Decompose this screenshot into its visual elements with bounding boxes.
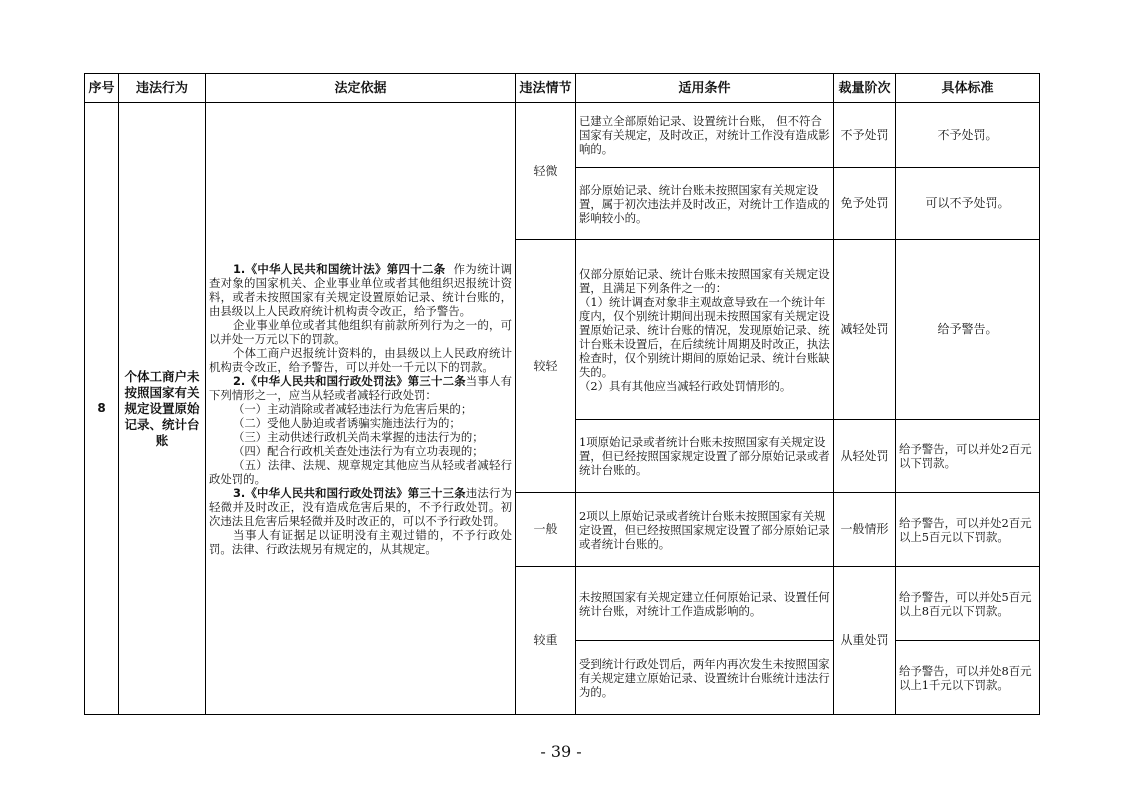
basis-text: 当事人有下列情形之一，应当从轻或者减轻行政处罚： xyxy=(209,373,512,402)
header-condition: 适用条件 xyxy=(576,74,834,103)
condition-cell: 受到统计行政处罚后，两年内再次发生未按照国家有关规定建立原始记录、设置统计台账统计违法行为的。 xyxy=(576,641,834,715)
legal-basis xyxy=(206,103,516,715)
basis-text: 违法行为轻微并及时改正，没有造成危害后果的，不予行政处罚。初次违法且危害后果轻微并及时改正的，可以不予行政处罚。 xyxy=(209,485,512,528)
circumstance-lighter: 较轻 xyxy=(516,240,576,493)
circumstance-general: 一般 xyxy=(516,493,576,567)
condition-cell: 已建立全部原始记录、设置统计台账， 但不符合国家有关规定，及时改正，对统计工作没有造成影响的。 xyxy=(576,103,834,168)
level-cell: 减轻处罚 xyxy=(834,240,896,420)
level-cell: 不予处罚 xyxy=(834,103,896,168)
condition-cell: 未按照国家有关规定建立任何原始记录、设置任何统计台账，对统计工作造成影响的。 xyxy=(576,567,834,641)
condition-cell: 2项以上原始记录或者统计台账未按照国家有关规定设置，但已经按照国家规定设置了部分原始记录或者统计台账的。 xyxy=(576,493,834,567)
basis-item: （三）主动供述行政机关尚未掌握的违法行为的； xyxy=(233,429,484,444)
basis-item: （一）主动消除或者减轻违法行为危害后果的； xyxy=(233,401,473,416)
header-circumstance: 违法情节 xyxy=(516,74,576,103)
standard-cell: 给予警告，可以并处2百元以上5百元以下罚款。 xyxy=(896,493,1040,567)
header-behavior: 违法行为 xyxy=(119,74,206,103)
basis-item: （五）法律、法规、规章规定其他应当从轻或者减轻行政处罚的。 xyxy=(209,457,512,486)
header-basis: 法定依据 xyxy=(206,74,516,103)
level-cell: 免予处罚 xyxy=(834,168,896,240)
table-row xyxy=(85,103,1040,168)
condition-line: （1）统计调查对象非主观故意导致在一个统计年度内，仅个别统计期间出现未按照国家有关规定设置原始记录、统计台账的情况，发现原始记录、统计台账未设置后，在后续统计周期及时改正，执法检查时，仅个别统计期间的原始记录、统计台账缺失的。 xyxy=(579,294,830,379)
standard-cell: 不予处罚。 xyxy=(896,103,1040,168)
basis-paragraph: 当事人有证据足以证明没有主观过错的，不予行政处罚。法律、行政法规另有规定的，从其规定。 xyxy=(209,527,512,556)
header-level: 裁量阶次 xyxy=(834,74,896,103)
basis-text: 作为统计调查对象的国家机关、企业事业单位或者其他组织迟报统计资料，或者未按照国家有关规定设置原始记录、统计台账的，由县级以上人民政府统计机构责令改正，给予警告。 xyxy=(209,261,512,318)
basis-item: （二）受他人胁迫或者诱骗实施违法行为的； xyxy=(233,415,461,430)
basis-law-title: 1.《中华人民共和国统计法》第四十二条 xyxy=(233,261,446,276)
row-number: 8 xyxy=(85,103,119,715)
standard-cell: 给予警告，可以并处5百元以上8百元以下罚款。 xyxy=(896,567,1040,641)
violation-behavior: 个体工商户未按照国家有关规定设置原始记录、统计台账 xyxy=(119,103,206,715)
condition-line: （2）具有其他应当减轻行政处罚情形的。 xyxy=(579,378,792,393)
condition-cell: 1项原始记录或者统计台账未按照国家有关规定设置，但已经按照国家规定设置了部分原始记录或者统计台账的。 xyxy=(576,420,834,493)
circumstance-serious: 较重 xyxy=(516,567,576,715)
standard-cell: 可以不予处罚。 xyxy=(896,168,1040,240)
standard-cell: 给予警告。 xyxy=(896,240,1040,420)
basis-paragraph xyxy=(209,486,512,528)
header-row xyxy=(85,74,1040,103)
level-cell: 从重处罚 xyxy=(834,567,896,715)
level-cell: 从轻处罚 xyxy=(834,420,896,493)
penalty-standard-table xyxy=(84,73,1040,715)
standard-cell: 给予警告，可以并处8百元以上1千元以下罚款。 xyxy=(896,641,1040,715)
basis-paragraph: 企业事业单位或者其他组织有前款所列行为之一的，可以并处一万元以下的罚款。 xyxy=(209,317,512,346)
page-number: - 39 - xyxy=(540,742,582,761)
basis-law-title: 3.《中华人民共和国行政处罚法》第三十三条 xyxy=(233,485,466,500)
condition-cell xyxy=(576,240,834,420)
basis-paragraph: 个体工商户迟报统计资料的，由县级以上人民政府统计机构责令改正，给予警告，可以并处一千元以下的罚款。 xyxy=(209,345,512,374)
condition-line: 仅部分原始记录、统计台账未按照国家有关规定设置，且满足下列条件之一的： xyxy=(579,266,830,295)
basis-law-title: 2.《中华人民共和国行政处罚法》第三十二条 xyxy=(233,373,466,388)
circumstance-minor: 轻微 xyxy=(516,103,576,240)
header-no: 序号 xyxy=(85,74,119,103)
header-standard: 具体标准 xyxy=(896,74,1040,103)
standard-cell: 给予警告，可以并处2百元以下罚款。 xyxy=(896,420,1040,493)
basis-item: （四）配合行政机关查处违法行为有立功表现的； xyxy=(233,443,484,458)
condition-cell: 部分原始记录、统计台账未按照国家有关规定设置，属于初次违法并及时改正，对统计工作造成的影响较小的。 xyxy=(576,168,834,240)
basis-paragraph xyxy=(209,374,512,402)
level-cell: 一般情形 xyxy=(834,493,896,567)
basis-paragraph xyxy=(209,262,512,318)
